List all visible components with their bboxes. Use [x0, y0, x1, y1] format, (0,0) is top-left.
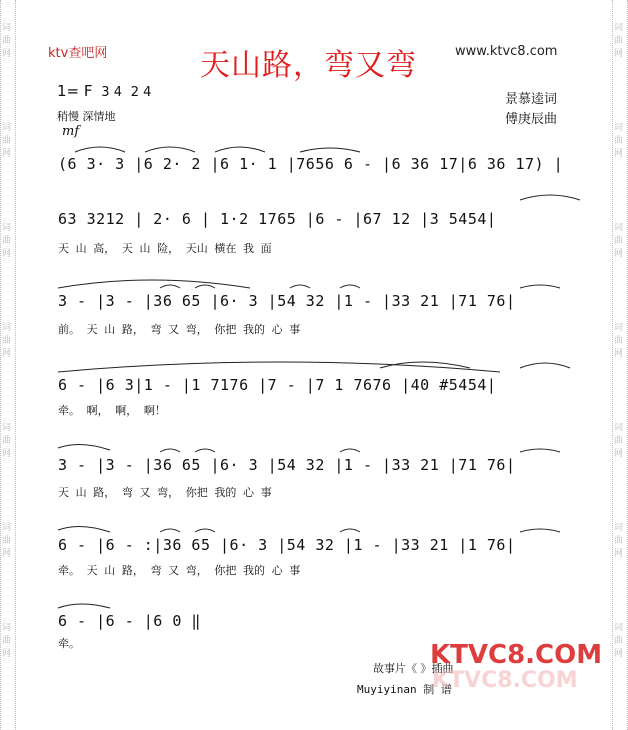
slur [160, 529, 180, 532]
score-line-4: 6 - |6 3|1 - |1 7176 |7 - |7 1 7676 |40 #5454| [58, 376, 497, 394]
watermark-logo-shadow: KTVC8.COM [432, 668, 578, 693]
lyric-line-5: 天 山 路， 弯 又 弯， 你把 我的 心 事 [58, 486, 272, 499]
side-text: 词曲网 [2, 623, 12, 659]
footer-film-credit: 故事片《 》插曲 [373, 662, 454, 675]
tempo-marking: 稍慢 深情地 [57, 110, 116, 123]
slur [520, 449, 560, 452]
time-signature-b: 2 4 [130, 85, 152, 100]
score-line-3: 3 - |3 - |36 65 |6· 3 |54 32 |1 - |33 21 |71 76| [58, 292, 516, 310]
slur [290, 285, 310, 288]
side-text: 词曲网 [614, 23, 624, 59]
lyric-line-6: 牵。 天 山 路， 弯 又 弯， 你把 我的 心 事 [58, 564, 301, 577]
side-text: 词曲网 [614, 323, 624, 359]
lyricist-credit: 景慕逵词 [505, 92, 558, 107]
side-text: 词曲网 [2, 123, 12, 159]
slur [160, 449, 180, 452]
slur [58, 362, 500, 372]
song-title: 天山路，弯又弯 [200, 48, 417, 83]
score-line-1: (6 3· 3 |6 2· 2 |6 1· 1 |7656 6 - |6 36 17|6 36 17) | [58, 155, 564, 173]
slur [300, 148, 360, 152]
side-text: 词曲网 [614, 523, 624, 559]
slur [380, 362, 470, 368]
slur [340, 449, 360, 452]
side-text: 词曲网 [2, 23, 12, 59]
site-name-left: ktv查吧网 [48, 46, 108, 61]
side-text: 词曲网 [2, 523, 12, 559]
key-label: 1= F [57, 82, 93, 100]
slur [520, 529, 560, 532]
side-text: 词曲网 [614, 623, 624, 659]
footer-arranger-credit: Muyiyinan 制 谱 [357, 683, 452, 696]
slur [58, 526, 110, 532]
slur [195, 285, 215, 288]
score-line-2: 63 3212 | 2· 6 | 1·2 1765 |6 - |67 12 |3 5454| [58, 210, 497, 228]
slur [58, 444, 110, 450]
score-line-6: 6 - |6 - :|36 65 |6· 3 |54 32 |1 - |33 21 |1 76| [58, 536, 516, 554]
lyric-line-7: 牵。 [58, 637, 80, 650]
slur [520, 195, 580, 200]
slur [145, 147, 195, 152]
watermark-logo: KTVC8.COM [430, 640, 603, 670]
score-line-5: 3 - |3 - |36 65 |6· 3 |54 32 |1 - |33 21 |71 76| [58, 456, 516, 474]
lyric-line-2: 天 山 高， 天 山 险， 天山 横在 我 面 [58, 242, 272, 255]
time-signature-a: 3 4 [101, 85, 122, 100]
dynamic-marking: mf [62, 124, 80, 139]
slur [340, 285, 360, 288]
side-text: 词曲网 [2, 423, 12, 459]
side-text: 词曲网 [614, 223, 624, 259]
slur [195, 449, 215, 452]
slur [75, 147, 125, 152]
score-line-7: 6 - |6 - |6 0 ‖ [58, 612, 201, 630]
slur [520, 363, 570, 368]
side-text: 词曲网 [2, 323, 12, 359]
slur [58, 280, 250, 288]
side-text: 词曲网 [2, 223, 12, 259]
lyric-line-3: 前。 天 山 路， 弯 又 弯， 你把 我的 心 事 [58, 323, 301, 336]
composer-credit: 傅庚辰曲 [505, 112, 558, 127]
site-url: www.ktvc8.com [455, 44, 558, 59]
slur [195, 529, 215, 532]
slur [340, 529, 360, 532]
slur [160, 285, 180, 288]
side-text: 词曲网 [614, 423, 624, 459]
slur [215, 147, 265, 152]
slur [520, 285, 560, 288]
side-text: 词曲网 [614, 123, 624, 159]
slur [58, 604, 110, 608]
lyric-line-4: 牵。 啊， 啊， 啊！ [58, 404, 166, 417]
